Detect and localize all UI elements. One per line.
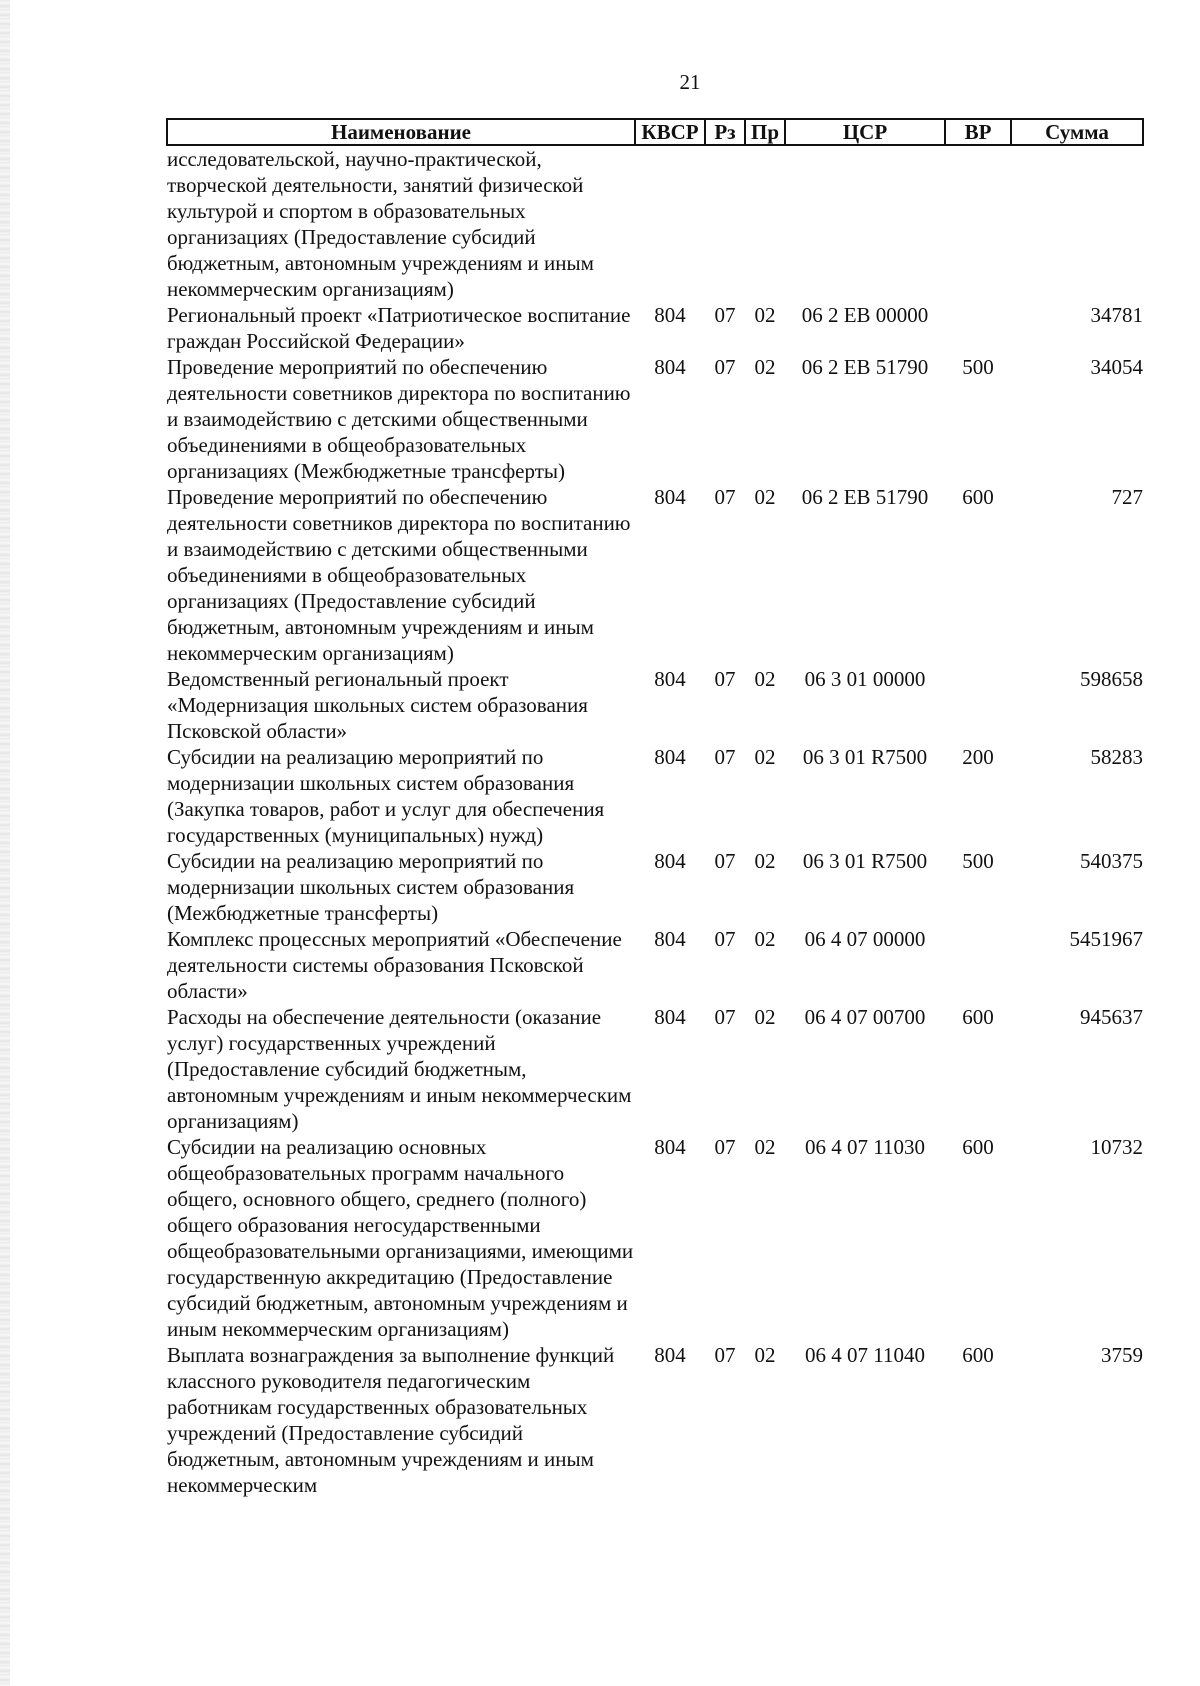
- cell-name: Проведение мероприятий по обеспечению деятельности советников директора по воспитанию и взаимодействию с детскими общественными объединениями в общеобразовательных организациях (Межбюджетные трансферты): [167, 355, 631, 483]
- cell-rz: 07: [714, 849, 736, 873]
- column-header-sum: Сумма: [1011, 119, 1143, 145]
- cell-sum: 34054: [1090, 355, 1143, 379]
- table-row: [167, 302, 1143, 354]
- table-row: [167, 1004, 1143, 1134]
- cell-csr: 06 4 07 00000: [804, 927, 926, 951]
- column-header-name: Наименование: [167, 119, 635, 145]
- cell-name: Субсидии на реализацию мероприятий по модернизации школьных систем образования (Закупка товаров, работ и услуг для обеспечения государственных (муниципальных) нужд): [167, 745, 605, 847]
- table-row: [167, 1134, 1143, 1342]
- table-row: [167, 484, 1143, 666]
- column-header-kvsr: КВСР: [635, 119, 705, 145]
- cell-pr: 02: [754, 849, 776, 873]
- cell-rz: 07: [714, 485, 736, 509]
- table-row: [167, 744, 1143, 848]
- column-header-rz: Рз: [705, 119, 745, 145]
- table-row: [167, 145, 1143, 302]
- cell-rz: [705, 145, 745, 302]
- cell-name: Субсидии на реализацию мероприятий по модернизации школьных систем образования (Межбюджетные трансферты): [167, 849, 575, 925]
- cell-sum: 34781: [1090, 303, 1143, 327]
- cell-pr: 02: [754, 355, 776, 379]
- cell-kvsr: 804: [654, 1135, 686, 1159]
- cell-sum: 727: [1111, 485, 1143, 509]
- cell-kvsr: 804: [654, 667, 686, 691]
- cell-kvsr: 804: [654, 485, 686, 509]
- table-header: [167, 119, 1143, 145]
- cell-sum: 5451967: [1069, 927, 1143, 951]
- cell-pr: 02: [754, 303, 776, 327]
- cell-pr: 02: [754, 667, 776, 691]
- cell-pr: 02: [754, 927, 776, 951]
- cell-csr: 06 2 EB 51790: [801, 355, 929, 379]
- cell-rz: 07: [714, 355, 736, 379]
- cell-pr: 02: [754, 485, 776, 509]
- cell-rz: 07: [714, 1343, 736, 1367]
- cell-kvsr: 804: [654, 927, 686, 951]
- cell-name: исследовательской, научно-практической, творческой деятельности, занятий физической культурой и спортом в образовательных организациях (Предоставление субсидий бюджетным, автономным учреждениям и иным некоммерческим организациям): [167, 147, 594, 301]
- cell-pr: 02: [754, 1343, 776, 1367]
- cell-rz: 07: [714, 927, 736, 951]
- cell-vr: [945, 926, 1011, 1004]
- scan-edge: [0, 0, 10, 1686]
- table-body: [167, 145, 1143, 1498]
- cell-sum: 58283: [1090, 745, 1143, 769]
- cell-kvsr: 804: [654, 849, 686, 873]
- cell-name: Региональный проект «Патриотическое воспитание граждан Российской Федерации»: [167, 303, 631, 353]
- cell-vr: 600: [962, 1343, 994, 1367]
- cell-csr: 06 2 EB 00000: [801, 303, 929, 327]
- cell-kvsr: [635, 145, 705, 302]
- cell-vr: 600: [962, 485, 994, 509]
- cell-vr: [945, 145, 1011, 302]
- cell-rz: 07: [714, 1135, 736, 1159]
- cell-rz: 07: [714, 667, 736, 691]
- cell-pr: [745, 145, 785, 302]
- cell-rz: 07: [714, 745, 736, 769]
- cell-csr: 06 4 07 00700: [804, 1005, 926, 1029]
- cell-kvsr: 804: [654, 1005, 686, 1029]
- cell-name: Выплата вознаграждения за выполнение функций классного руководителя педагогическим работникам государственных образовательных учреждений (Предоставление субсидий бюджетным, автономным учреждениям и иным некоммерческим: [167, 1343, 615, 1497]
- cell-rz: 07: [714, 1005, 736, 1029]
- cell-vr: 500: [962, 355, 994, 379]
- page-number: 21: [679, 70, 701, 94]
- cell-csr: 06 3 01 R7500: [802, 745, 928, 769]
- cell-rz: 07: [714, 303, 736, 327]
- column-header-vr: ВР: [945, 119, 1011, 145]
- cell-pr: 02: [754, 1135, 776, 1159]
- cell-sum: 10732: [1090, 1135, 1143, 1159]
- cell-vr: 500: [962, 849, 994, 873]
- table-row: [167, 354, 1143, 484]
- cell-name: Расходы на обеспечение деятельности (оказание услуг) государственных учреждений (Предоставление субсидий бюджетным, автономным учреждениям и иным некоммерческим организациям): [167, 1005, 632, 1133]
- cell-sum: 598658: [1080, 667, 1143, 691]
- cell-name: Проведение мероприятий по обеспечению деятельности советников директора по воспитанию и взаимодействию с детскими общественными объединениями в общеобразовательных организациях (Предоставление субсидий бюджетным, автономным учреждениям и иным некоммерческим организациям): [167, 485, 631, 665]
- cell-vr: 600: [962, 1005, 994, 1029]
- cell-csr: 06 4 07 11030: [805, 1135, 925, 1159]
- cell-vr: 200: [962, 745, 994, 769]
- cell-csr: 06 4 07 11040: [805, 1343, 925, 1367]
- cell-vr: [945, 302, 1011, 354]
- cell-vr: [945, 666, 1011, 744]
- column-header-pr: Пр: [745, 119, 785, 145]
- table-row: [167, 1342, 1143, 1498]
- cell-name: Субсидии на реализацию основных общеобразовательных программ начального общего, основного общего, среднего (полного) общего образования негосударственными общеобразовательными организациями, имеющими государственную аккредитацию (Предоставление субсидий бюджетным, автономным учреждениям и иным некоммерческим организациям): [167, 1135, 634, 1341]
- cell-pr: 02: [754, 745, 776, 769]
- cell-sum: 540375: [1080, 849, 1143, 873]
- cell-kvsr: 804: [654, 1343, 686, 1367]
- cell-kvsr: 804: [654, 355, 686, 379]
- cell-pr: 02: [754, 1005, 776, 1029]
- table-row: [167, 926, 1143, 1004]
- cell-sum: [1011, 145, 1143, 302]
- cell-kvsr: 804: [654, 745, 686, 769]
- cell-vr: 600: [962, 1135, 994, 1159]
- cell-csr: 06 3 01 R7500: [802, 849, 928, 873]
- table-row: [167, 666, 1143, 744]
- cell-kvsr: 804: [654, 303, 686, 327]
- budget-table: [166, 118, 1144, 1498]
- cell-csr: [785, 145, 945, 302]
- cell-csr: 06 2 EB 51790: [801, 485, 929, 509]
- cell-csr: 06 3 01 00000: [804, 667, 926, 691]
- cell-name: Ведомственный региональный проект «Модернизация школьных систем образования Псковской области»: [167, 667, 588, 743]
- cell-sum: 945637: [1080, 1005, 1143, 1029]
- table-row: [167, 848, 1143, 926]
- cell-sum: 3759: [1101, 1343, 1143, 1367]
- cell-name: Комплекс процессных мероприятий «Обеспечение деятельности системы образования Псковской области»: [167, 927, 622, 1003]
- column-header-csr: ЦСР: [785, 119, 945, 145]
